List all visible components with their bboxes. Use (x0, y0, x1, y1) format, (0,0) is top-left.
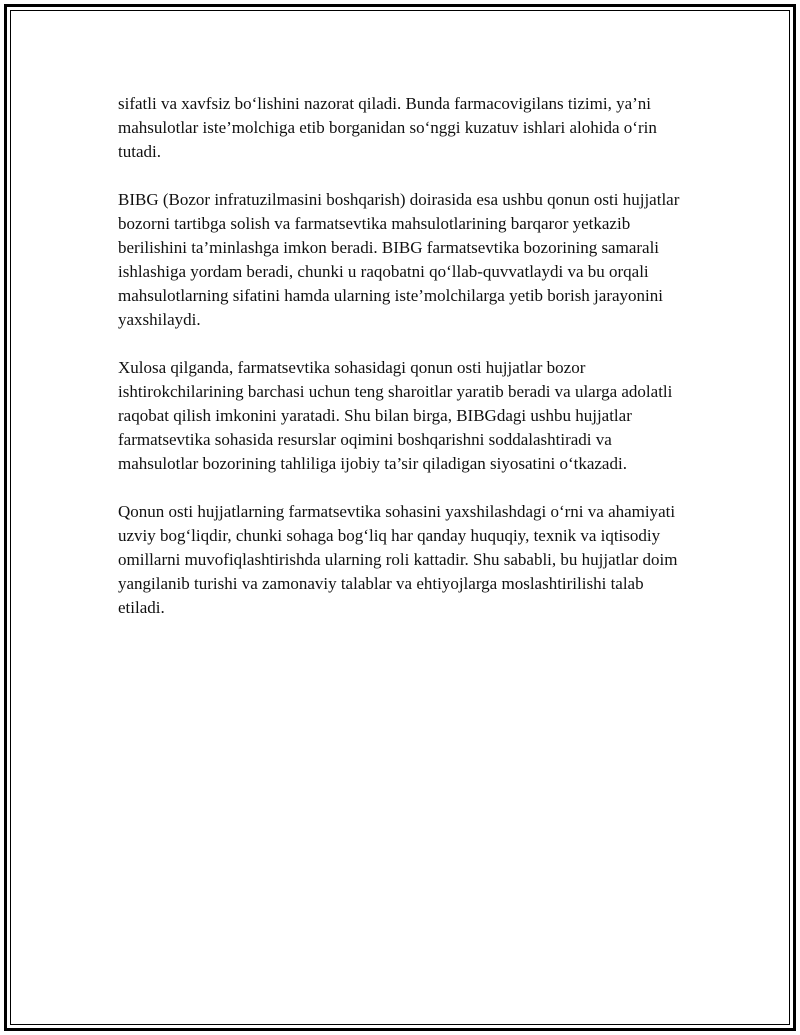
paragraph-1: sifatli va xavfsiz bo‘lishini nazorat qiladi. Bunda farmacovigilans tizimi, ya’ni mahsulotlar iste’molchiga etib borganidan so‘nggi kuzatuv ishlari alohida o‘rin tutadi. (118, 94, 657, 161)
document-body (118, 92, 690, 644)
paragraph-3: Xulosa qilganda, farmatsevtika sohasidagi qonun osti hujjatlar bozor ishtirokchilarining barchasi uchun teng sharoitlar yaratib beradi va ularga adolatli raqobat qilish imkonini yaratadi. Shu bilan birga, BIBGdagi ushbu hujjatlar farmatsevtika sohasida resurslar oqimini boshqarishni soddalashtiradi va mahsulotlar bozorining tahliliga ijobiy ta’sir qiladigan siyosatini o‘tkazadi. (118, 358, 673, 473)
paragraph-2: BIBG (Bozor infratuzilmasini boshqarish) doirasida esa ushbu qonun osti hujjatlar bozorni tartibga solish va farmatsevtika mahsulotlarining barqaror yetkazib berilishini ta’minlashga imkon beradi. BIBG farmatsevtika bozorining samarali ishlashiga yordam beradi, chunki u raqobatni qo‘llab-quvvatlaydi va bu orqali mahsulotlarning sifatini hamda ularning iste’molchilarga yetib borish jarayonini yaxshilaydi. (118, 190, 680, 329)
paragraph-4: Qonun osti hujjatlarning farmatsevtika sohasini yaxshilashdagi o‘rni va ahamiyati uzviy bog‘liqdir, chunki sohaga bog‘liq har qanday huquqiy, texnik va iqtisodiy omillarni muvofiqlashtirishda ularning roli kattadir. Shu sababli, bu hujjatlar doim yangilanib turishi va zamonaviy talablar va ehtiyojlarga moslashtirilishi talab etiladi. (118, 502, 678, 617)
